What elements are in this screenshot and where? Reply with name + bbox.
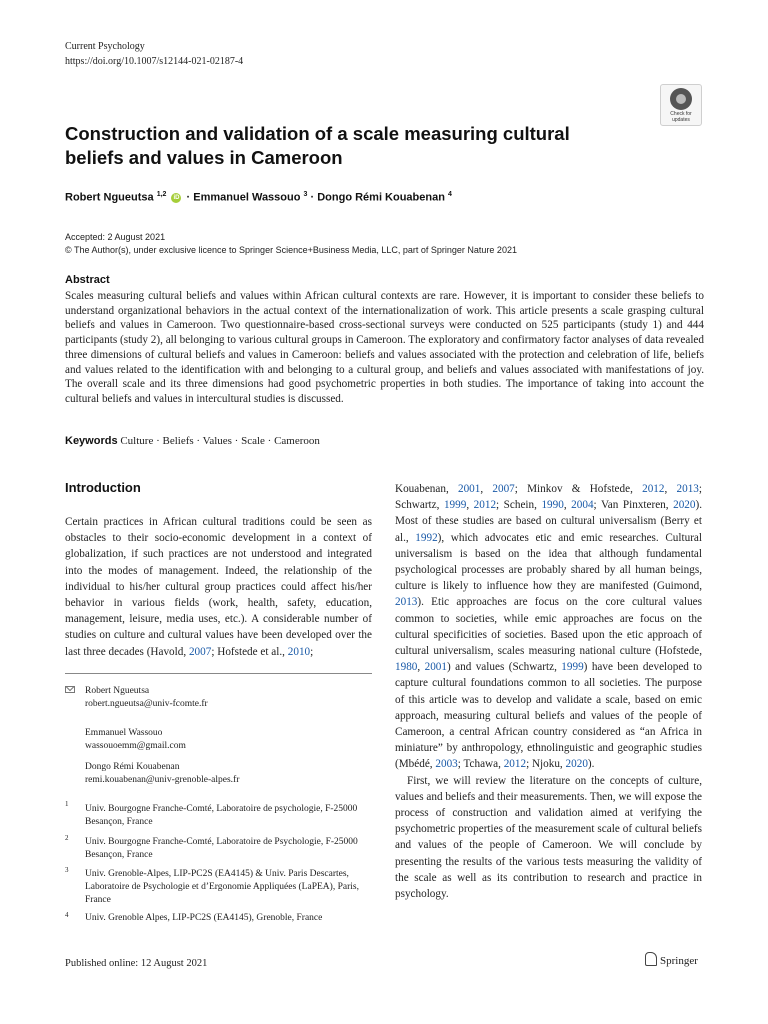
affiliation-number: 4: [65, 911, 69, 919]
body-text: ). Most of these studies are based on cultural universalism (Berry et al.,: [395, 499, 702, 544]
keywords-line: [65, 435, 320, 447]
author-name[interactable]: Robert Ngueutsa: [65, 191, 154, 204]
author-affiliation-ref: 3: [303, 191, 308, 198]
orcid-icon[interactable]: iD: [173, 194, 180, 201]
published-online-date: Published online: 12 August 2021: [65, 958, 208, 969]
affiliation-number: 2: [65, 834, 69, 842]
author-list: [65, 191, 452, 204]
body-text: ; Hofstede et al.,: [211, 645, 288, 658]
affiliation-number: 3: [65, 866, 69, 874]
body-text: ).: [587, 758, 595, 771]
body-text: ; Schein,: [496, 499, 542, 512]
author-separator: ·: [310, 191, 315, 204]
body-text: ,: [664, 483, 677, 495]
body-text: ,: [417, 661, 425, 674]
citation-link[interactable]: 2013: [395, 596, 418, 609]
citation-link[interactable]: 1990: [541, 499, 564, 512]
correspondence-name: Emmanuel Wassouo: [85, 728, 163, 738]
correspondence-email[interactable]: wassouoemm@gmail.com: [85, 741, 186, 751]
body-text: ,: [480, 483, 493, 495]
affiliation-number: 1: [65, 800, 69, 808]
abstract-text: Scales measuring cultural beliefs and values within African cultural contexts are rare. However, it is important to consider these beliefs to understand organizational behaviors in the actual context of the internationalization of work. This article presents a scale grasping cultural beliefs and values in Cameroon. Two questionnaire-based cross-sectional surveys were conducted on 525 participants (study 1) and 444 participants (study 2), all belonging to various cultural groups in Cameroon. The exploratory and confirmatory factor analyses of data revealed three dimensions of cultural beliefs and values in Cameroon: beliefs and values associated with the protection and celebration of life, beliefs and values related to the identification with and belonging to a cultural group, and beliefs and values associated with manifestations of joy. The overall scale and its three dimensions had good psychometric properties in both studies. The importance of taking into account the cultural beliefs and values in intercultural studies is discussed.: [65, 290, 704, 405]
crossmark-label-2: updates: [672, 117, 690, 123]
copyright-notice: © The Author(s), under exclusive licence to Springer Science+Business Media, LLC, part of Springer Nature 2021: [65, 245, 517, 255]
citation-link[interactable]: 2007: [492, 483, 515, 495]
body-text: ;: [310, 645, 314, 658]
springer-horse-icon: [645, 952, 657, 966]
citation-link[interactable]: 1992: [415, 531, 438, 544]
author-affiliation-ref: 1,2: [156, 191, 167, 198]
citation-link[interactable]: 2020: [673, 499, 696, 512]
citation-link[interactable]: 1999: [561, 661, 584, 674]
body-text: Certain practices in African cultural traditions could be seen as obstacles to their socio-economic development in a context of globalization, if such practices are not understood and integrated into the modes of management. Indeed, the relationship of the individual to his/her cultural group practices could affect his/her behavior in various fields (work, health, safety, education, management, leisure, media uses, etc.). A considerable number of studies on culture and cultural values have been developed over the last three decades (Havold,: [65, 516, 372, 658]
author-name[interactable]: Emmanuel Wassouo: [193, 191, 301, 204]
keywords-label: Keywords: [65, 435, 118, 447]
accepted-date: Accepted: 2 August 2021: [65, 232, 166, 242]
citation-link[interactable]: 2012: [473, 499, 497, 512]
correspondence-email[interactable]: remi.kouabenan@univ-grenoble-alpes.fr: [85, 775, 240, 785]
abstract-heading: Abstract: [65, 274, 110, 286]
body-text: ; Van Pinxteren,: [593, 499, 674, 512]
citation-link[interactable]: 1980: [395, 661, 418, 674]
body-text: ), which advocates etic and emic researches. Cultural universalism is based on the idea that although fundamental psychological processes are probably shared by all human beings, culture is likely to influence how they are manifested (Guimond,: [395, 531, 702, 593]
citation-link[interactable]: 2013: [676, 483, 699, 495]
citation-link[interactable]: 2012: [642, 483, 665, 495]
citation-link[interactable]: 1999: [443, 499, 467, 512]
introduction-right-column: [395, 481, 702, 902]
body-text: ; Tchawa,: [457, 758, 504, 771]
footnote-divider: [65, 673, 372, 674]
correspondence-name: Dongo Rémi Kouabenan: [85, 762, 180, 772]
keywords-values: Culture · Beliefs · Values · Scale · Cameroon: [120, 435, 320, 447]
citation-link[interactable]: 2012: [503, 758, 527, 771]
journal-name: Current Psychology: [65, 41, 145, 52]
envelope-icon: [65, 686, 75, 693]
crossmark-label-1: Check for: [670, 111, 692, 117]
citation-link[interactable]: 2001: [424, 661, 447, 674]
publisher-name: Springer: [660, 955, 698, 967]
author-separator: ·: [186, 191, 191, 204]
author-affiliation-ref: 4: [448, 191, 452, 198]
citation-link[interactable]: 2004: [571, 499, 594, 512]
body-text: ; Minkov & Hofstede,: [514, 483, 643, 495]
citation-link[interactable]: 2003: [435, 758, 458, 771]
paragraph: First, we will review the literature on the concepts of culture, values and beliefs and their measurements. Then, we will expose the process of construction and validation aimed at verifying the psychometric properties of the measurement scale of cultural beliefs and values of the people of Cameroon. We will conclude by presenting the results of the various tests measuring the validity of the scale as well as its contribution to research and practice in psychology.: [395, 774, 702, 901]
citation-link[interactable]: 2001: [457, 483, 481, 495]
body-text: ) have been developed to capture cultural foundations common to all societies. The purpose of this article was to develop and validate a scale, based on emic approach, measuring cultural beliefs and values of the people of Cameroon, a central African country considered as “an Africa in miniature” by anthropology, ethnolinguistic and geographic studies (Mbédé,: [395, 661, 703, 771]
body-text: ; Njoku,: [526, 758, 566, 771]
correspondence-email[interactable]: robert.ngueutsa@univ-fcomte.fr: [85, 699, 208, 709]
citation-link[interactable]: 2007: [188, 645, 212, 658]
body-text: ) and values (Schwartz,: [446, 661, 562, 674]
citation-link[interactable]: 2020: [565, 758, 588, 771]
correspondence-name: Robert Ngueutsa: [85, 686, 150, 696]
affiliation-text: Univ. Bourgogne Franche-Comté, Laboratoire de Psychologie, F-25000 Besançon, France: [85, 837, 358, 860]
citation-link[interactable]: 2010: [287, 645, 311, 658]
affiliation-text: Univ. Grenoble Alpes, LIP-PC2S (EA4145), Grenoble, France: [85, 913, 323, 923]
body-text: Kouabenan,: [395, 483, 458, 495]
crossmark-icon: [670, 88, 692, 110]
introduction-heading: Introduction: [65, 480, 141, 495]
author-name[interactable]: Dongo Rémi Kouabenan: [317, 191, 445, 204]
doi-link[interactable]: https://doi.org/10.1007/s12144-021-02187-4: [65, 56, 244, 67]
publisher-logo: [645, 952, 698, 967]
body-text: ). Etic approaches are focus on the core cultural values common to societies, while emic approaches are focus on the cultural specificities of societies. Based upon the etic approach of cultural universalism, scales measuring national culture (Hofstede,: [395, 596, 702, 658]
body-text: ,: [563, 499, 572, 512]
affiliation-text: Univ. Grenoble-Alpes, LIP-PC2S (EA4145) & Univ. Paris Descartes, Laboratoire de Psychologie et d’Ergonomie Appliquées (LaPEA), Paris, France: [85, 869, 359, 905]
body-text: ; Schwartz,: [395, 483, 702, 512]
check-for-updates-badge[interactable]: [660, 84, 702, 126]
introduction-left-column: [65, 514, 372, 660]
article-title: Construction and validation of a scale measuring cultural beliefs and values in Cameroon: [65, 123, 570, 168]
body-text: ,: [466, 499, 474, 512]
affiliation-text: Univ. Bourgogne Franche-Comté, Laboratoire de psychologie, F-25000 Besançon, France: [85, 804, 358, 827]
paragraph: [395, 481, 702, 773]
